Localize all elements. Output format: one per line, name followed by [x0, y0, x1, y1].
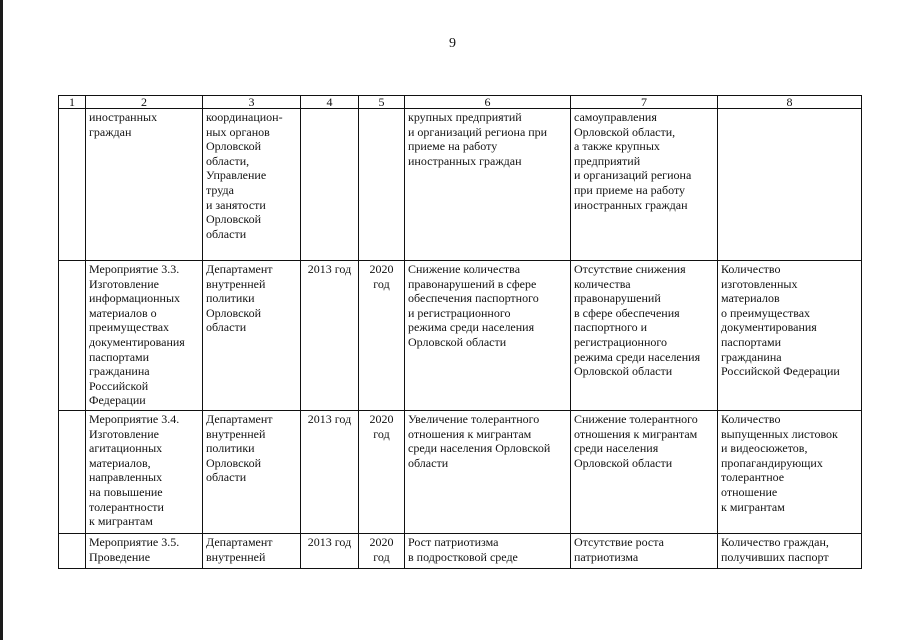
- expected-result-cell: Снижение количества правонарушений в сфере обеспечения паспортного и регистрационного режима среди населения Орловской области: [405, 261, 571, 411]
- consequence-cell: Снижение толерантного отношения к мигрантам среди населения Орловской области: [571, 411, 718, 534]
- number-cell: [59, 534, 86, 569]
- indicator-cell: [718, 109, 862, 261]
- executor-cell: Департамент внутренней: [203, 534, 301, 569]
- measure-name-cell: Мероприятие 3.4. Изготовление агитационных материалов, направленных на повышение толерантности к мигрантам: [86, 411, 203, 534]
- table-row: [59, 109, 862, 261]
- end-year-cell: 2020 год: [359, 411, 405, 534]
- column-header: 5: [359, 96, 405, 109]
- consequence-cell: самоуправления Орловской области, а также крупных предприятий и организаций региона при приеме на работу иностранных граждан: [571, 109, 718, 261]
- table-row: [59, 534, 862, 569]
- indicator-cell: Количество изготовленных материалов о преимуществах документирования паспортами гражданина Российской Федерации: [718, 261, 862, 411]
- measure-name-cell: Мероприятие 3.3. Изготовление информационных материалов о преимуществах документирования паспортами гражданина Российской Федерации: [86, 261, 203, 411]
- measure-name-cell: Мероприятие 3.5. Проведение: [86, 534, 203, 569]
- expected-result-cell: Увеличение толерантного отношения к мигрантам среди населения Орловской области: [405, 411, 571, 534]
- table-row: [59, 411, 862, 534]
- indicator-cell: Количество граждан, получивших паспорт: [718, 534, 862, 569]
- scan-edge: [0, 0, 3, 640]
- start-year-cell: 2013 год: [301, 261, 359, 411]
- number-cell: [59, 261, 86, 411]
- indicator-cell: Количество выпущенных листовок и видеосюжетов, пропагандирующих толерантное отношение к мигрантам: [718, 411, 862, 534]
- start-year-cell: 2013 год: [301, 534, 359, 569]
- consequence-cell: Отсутствие снижения количества правонарушений в сфере обеспечения паспортного и регистрационного режима среди населения Орловской области: [571, 261, 718, 411]
- start-year-cell: 2013 год: [301, 411, 359, 534]
- table-header-row: [59, 96, 862, 109]
- expected-result-cell: крупных предприятий и организаций региона при приеме на работу иностранных граждан: [405, 109, 571, 261]
- expected-result-cell: Рост патриотизма в подростковой среде: [405, 534, 571, 569]
- column-header: 7: [571, 96, 718, 109]
- column-header: 2: [86, 96, 203, 109]
- start-year-cell: [301, 109, 359, 261]
- column-header: 8: [718, 96, 862, 109]
- table-row: [59, 261, 862, 411]
- end-year-cell: 2020 год: [359, 534, 405, 569]
- end-year-cell: 2020 год: [359, 261, 405, 411]
- page-number: 9: [449, 36, 456, 51]
- executor-cell: Департамент внутренней политики Орловской области: [203, 261, 301, 411]
- number-cell: [59, 411, 86, 534]
- column-header: 1: [59, 96, 86, 109]
- end-year-cell: [359, 109, 405, 261]
- column-header: 3: [203, 96, 301, 109]
- column-header: 4: [301, 96, 359, 109]
- executor-cell: Департамент внутренней политики Орловской области: [203, 411, 301, 534]
- column-header: 6: [405, 96, 571, 109]
- executor-cell: координацион- ных органов Орловской области, Управление труда и занятости Орловской области: [203, 109, 301, 261]
- consequence-cell: Отсутствие роста патриотизма: [571, 534, 718, 569]
- number-cell: [59, 109, 86, 261]
- measure-name-cell: иностранных граждан: [86, 109, 203, 261]
- measures-table: [58, 95, 862, 569]
